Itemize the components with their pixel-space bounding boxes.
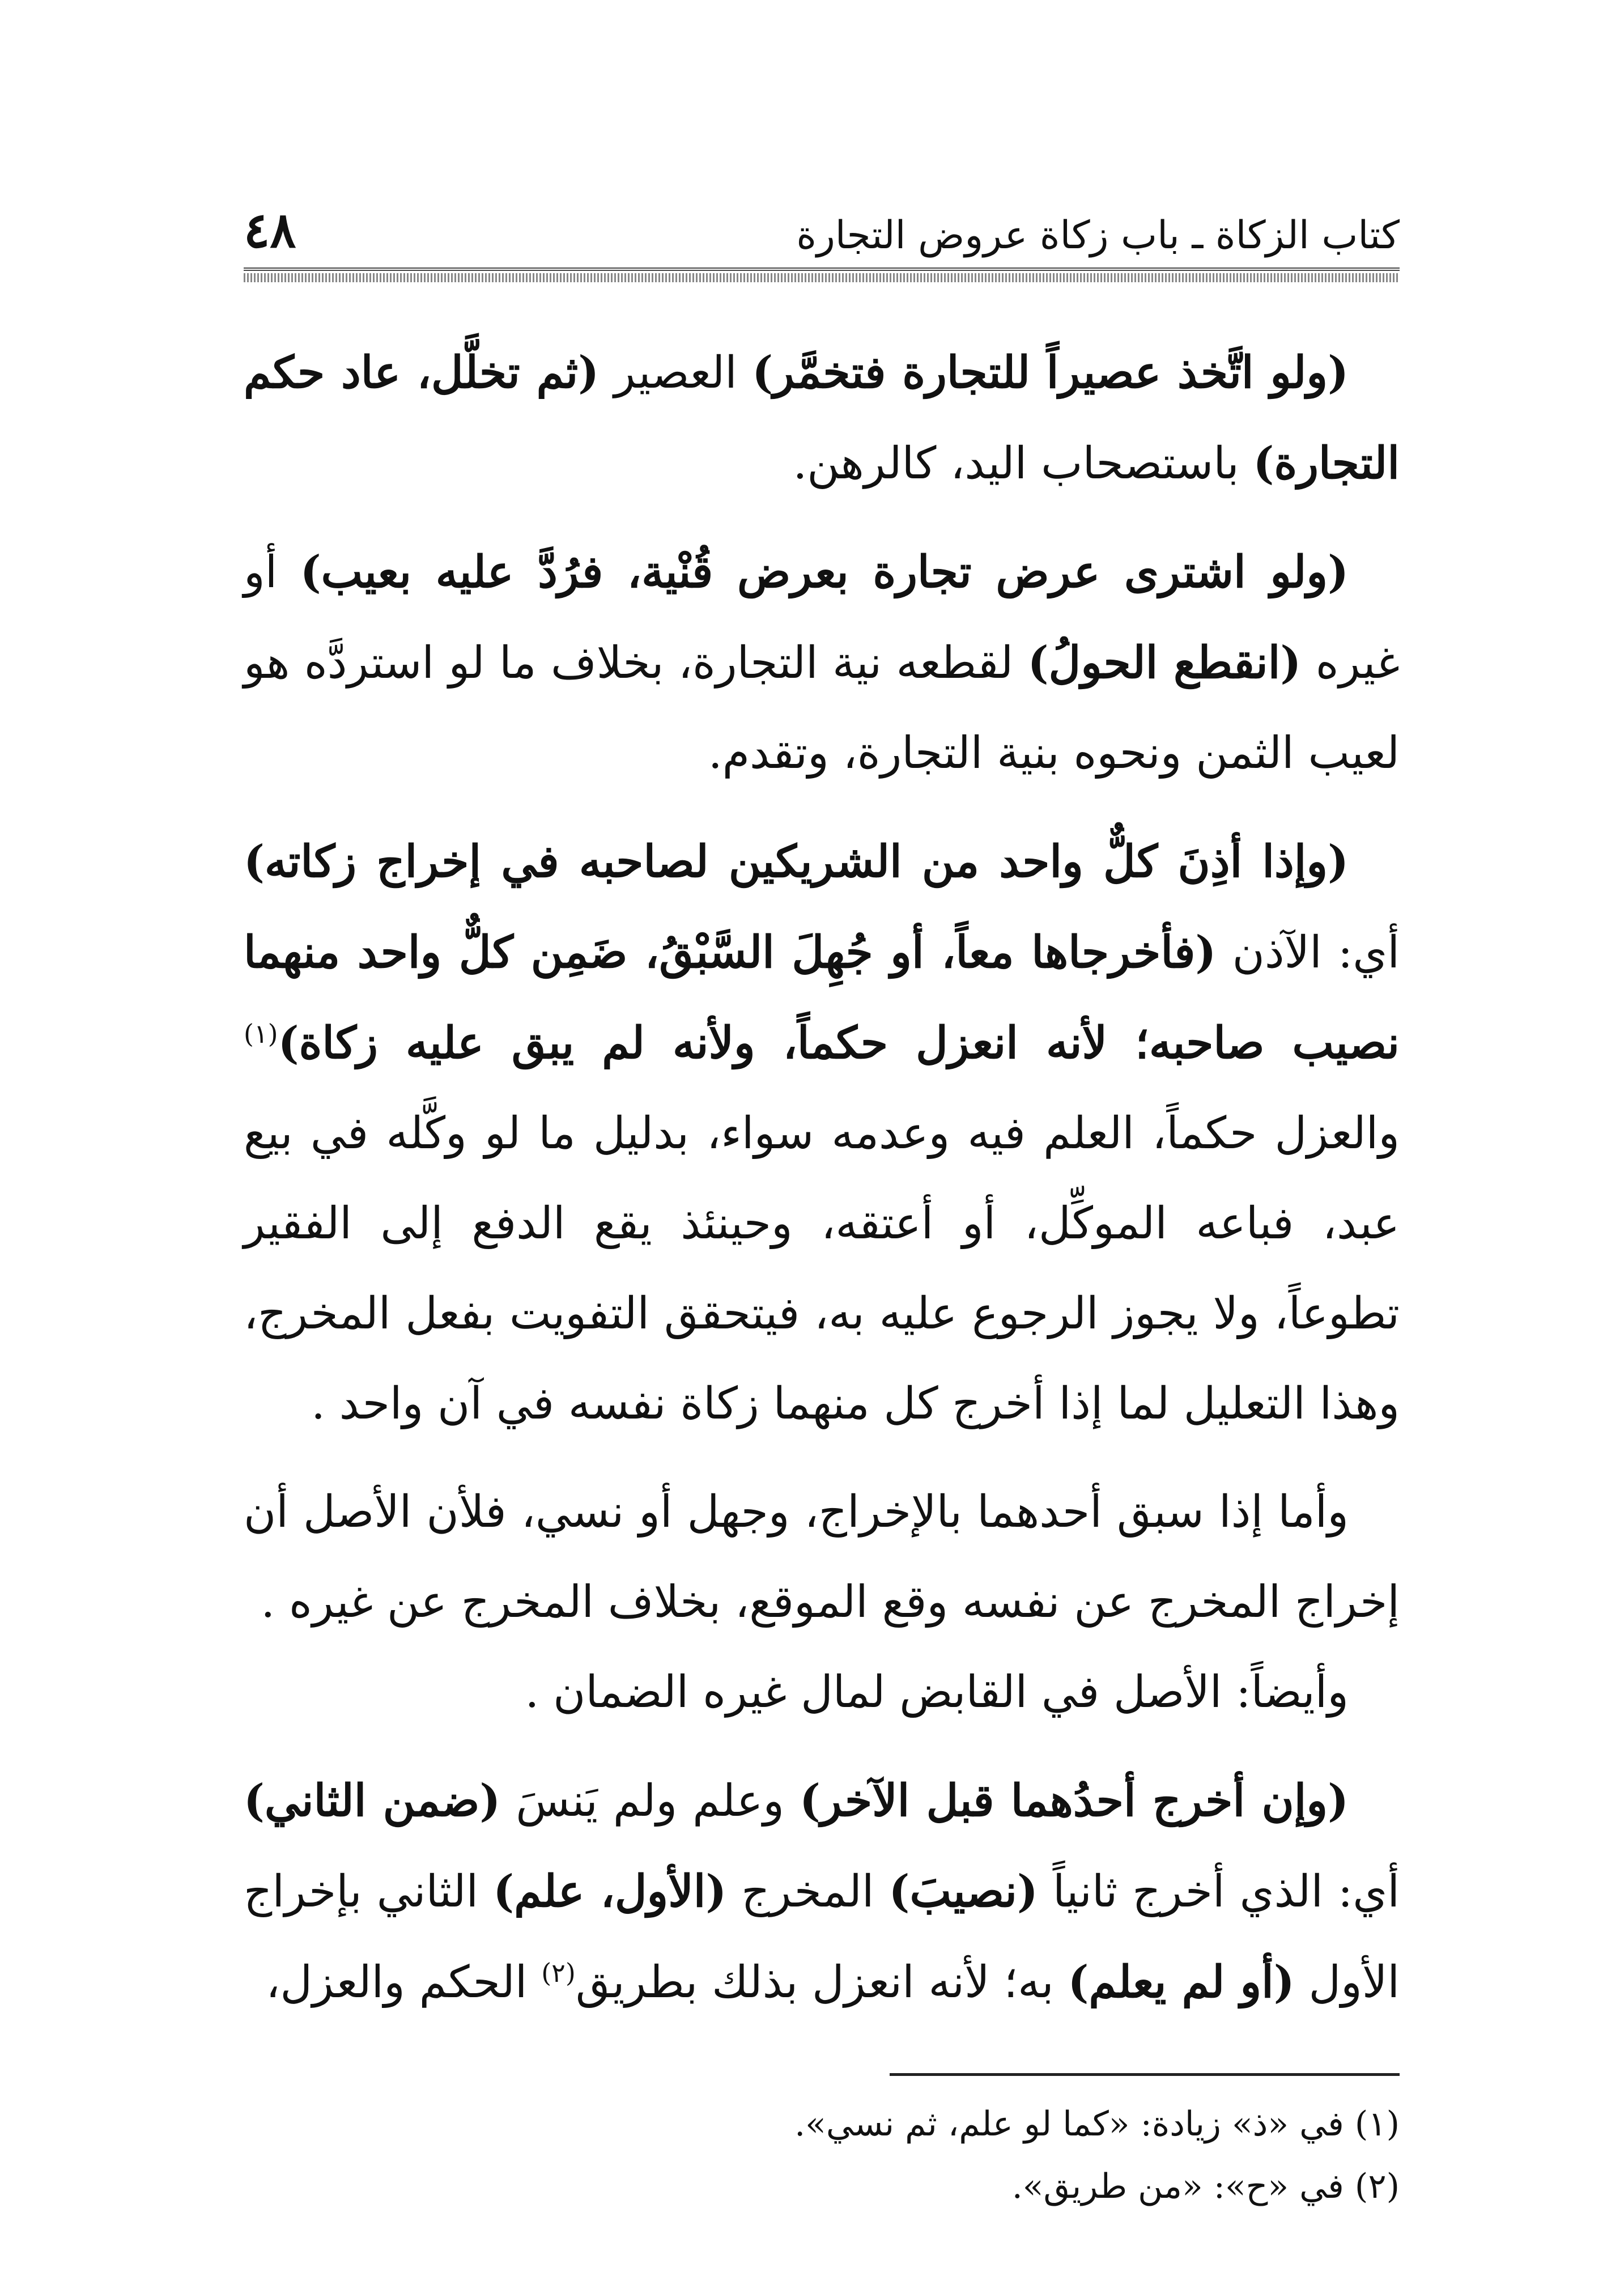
paragraph	[244, 817, 1400, 1449]
matn-text: (وإن أخرج أحدُهما قبل الآخر)	[800, 1775, 1349, 1827]
matn-text: (الأول، علم)	[493, 1866, 727, 1917]
paragraph	[244, 527, 1400, 799]
paragraph	[244, 328, 1400, 509]
sharh-text: العصير	[599, 347, 753, 398]
matn-text: (ولو اشترى عرض تجارة بعرض قُنْية، فرُدَّ عليه بعيب)	[300, 546, 1349, 598]
paragraph	[244, 1647, 1400, 1738]
sharh-text: وأيضاً: الأصل في القابض لمال غيره الضمان .	[525, 1667, 1349, 1718]
footnote-marker: (٢)	[541, 1957, 576, 1988]
sharh-text: أو غيره	[244, 547, 1400, 689]
sharh-text: أي: الآذن	[1216, 927, 1400, 978]
header-title: كتاب الزكاة ـ باب زكاة عروض التجارة	[796, 213, 1400, 258]
matn-text: (فأخرجاها معاً، أو جُهِلَ السَّبْقُ، ضَمِن كلٌّ واحد منهما نصيب صاحبه؛ لأنه انعزل حكماً، ولأنه لم يبق عليه زكاة)	[244, 927, 1400, 1069]
paragraph	[244, 1756, 1400, 2028]
sharh-text: باستصحاب اليد، كالرهن.	[793, 438, 1253, 489]
footnote-marker: (١)	[244, 1018, 278, 1049]
matn-text: (أو لم يعلم)	[1068, 1956, 1295, 2008]
sharh-text: والعزل حكماً، العلم فيه وعدمه سواء، بدليل ما لو وكَّله في بيع عبد، فباعه الموكِّل، أو أعتقه، وحينئذ يقع الدفع إلى الفقير تطوعاً، ولا يجوز الرجوع عليه به، فيتحقق التفويت بفعل المخرج، وهذا التعليل لما إذا أخرج كل منهما زكاة نفسه في آن واحد .	[244, 1108, 1400, 1429]
header-divider	[244, 273, 1400, 282]
footnote-separator	[890, 2073, 1400, 2076]
sharh-text: لقطعه نية التجارة، بخلاف ما لو استردَّه هو لعيب الثمن ونحوه بنية التجارة، وتقدم.	[244, 638, 1400, 779]
paragraph	[244, 1467, 1400, 1647]
book-page	[244, 170, 1400, 2206]
sharh-text: وعلم ولم يَنسَ	[500, 1776, 800, 1827]
sharh-text: المخرج	[726, 1866, 889, 1917]
matn-text: (ضمن الثاني)	[244, 1775, 501, 1827]
sharh-text: به؛ لأنه انعزل بذلك بطريق	[575, 1957, 1068, 2008]
running-header	[244, 170, 1400, 271]
matn-text: (وإذا أذِنَ كلٌّ واحد من الشريكين لصاحبه في إخراج زكاته)	[244, 836, 1349, 888]
sharh-text: الحكم والعزل،	[266, 1957, 542, 2008]
sharh-text: أي: الذي أخرج ثانياً	[1038, 1866, 1400, 1917]
sharh-text: الثاني بإخراج الأول	[244, 1866, 1400, 2008]
footnote-1: (١) في «ذ» زيادة: «كما لو علم، ثم نسي».	[794, 2104, 1400, 2144]
matn-text: (ثم تخلَّل، عاد حكم التجارة)	[244, 347, 1400, 489]
page-number: ٤٨	[244, 202, 296, 259]
matn-text: (انقطع الحولُ)	[1027, 637, 1302, 689]
body-text	[244, 328, 1400, 2028]
footnote-2: (٢) في «ح»: «من طريق».	[1011, 2167, 1400, 2206]
footnotes	[244, 2093, 1400, 2218]
matn-text: (نصيبَ)	[888, 1866, 1038, 1917]
sharh-text: وأما إذا سبق أحدهما بالإخراج، وجهل أو نسي، فلأن الأصل أن إخراج المخرج عن نفسه وقع الموقع، بخلاف المخرج عن غيره .	[244, 1487, 1400, 1628]
matn-text: (ولو اتَّخذ عصيراً للتجارة فتخمَّر)	[752, 347, 1349, 398]
